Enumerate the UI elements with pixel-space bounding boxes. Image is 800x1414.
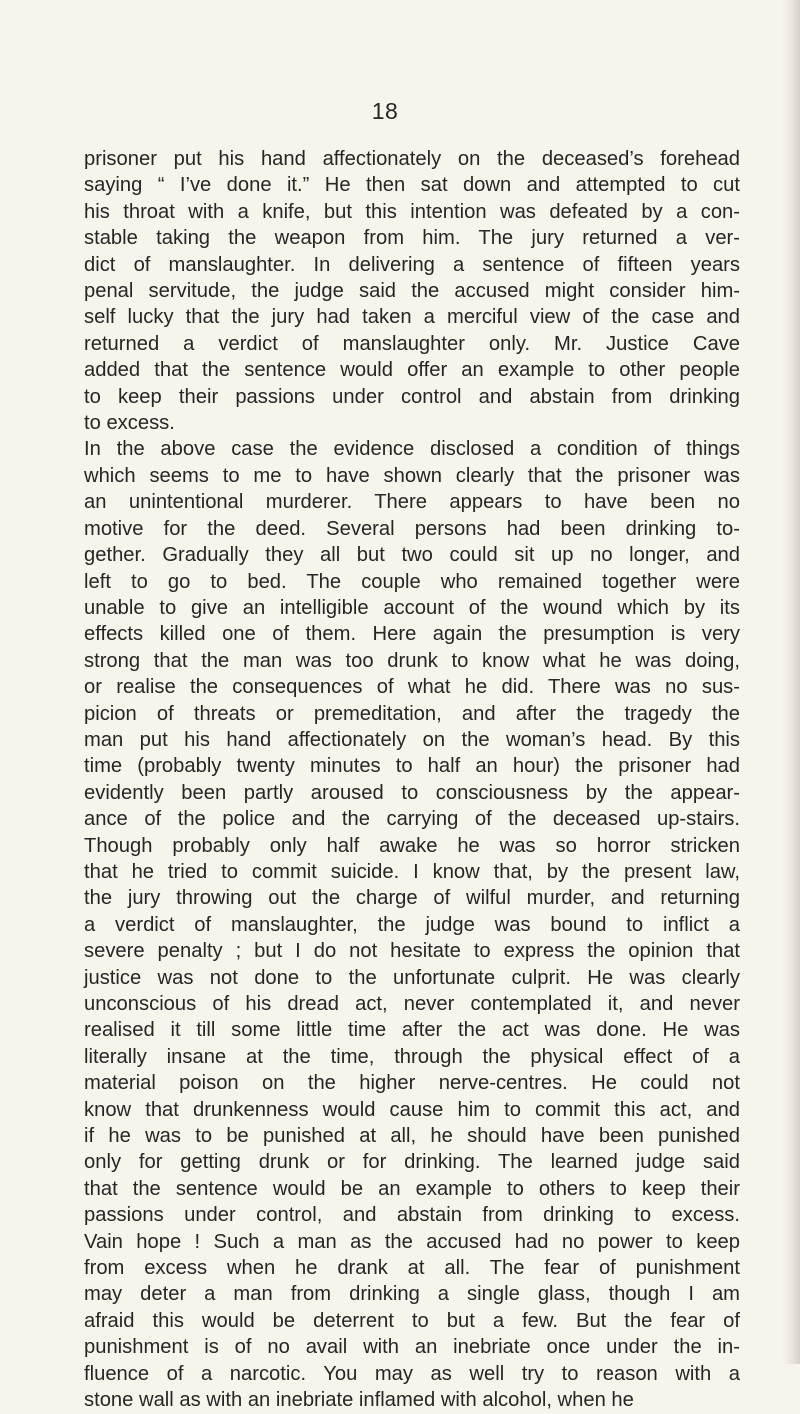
text-line: punishment is of no avail with an inebriate once under the in- — [84, 1336, 740, 1359]
text-line: stone wall as with an inebriate inflamed with alcohol, when he — [84, 1389, 634, 1412]
text-line: that the sentence would be an example to others to keep their — [84, 1177, 740, 1200]
text-line: man put his hand affectionately on the woman’s head. By this — [84, 728, 740, 751]
text-line: which seems to me to have shown clearly that the prisoner was — [84, 464, 740, 487]
text-line: to keep their passions under control and abstain from drinking — [84, 385, 740, 408]
text-line: unable to give an intelligible account of the wound which by its — [84, 596, 740, 619]
text-line: Vain hope ! Such a man as the accused had no power to keep — [84, 1230, 740, 1253]
text-line: if he was to be punished at all, he should have been punished — [84, 1125, 740, 1148]
text-line: gether. Gradually they all but two could sit up no longer, and — [84, 544, 740, 567]
text-line: saying “ I’ve done it.” He then sat down and attempted to cut — [84, 174, 740, 197]
text-line: an unintentional murderer. There appears to have been no — [84, 491, 740, 514]
text-line: justice was not done to the unfortunate culprit. He was clearly — [84, 966, 740, 989]
text-line: passions under control, and abstain from drinking to excess. — [84, 1204, 740, 1227]
text-line: or realise the consequences of what he did. There was no sus- — [84, 676, 740, 699]
page-number: 18 — [371, 98, 399, 124]
text-line: strong that the man was too drunk to know what he was doing, — [84, 649, 740, 672]
text-line: evidently been partly aroused to consciousness by the appear- — [84, 781, 740, 804]
text-line: unconscious of his dread act, never contemplated it, and never — [84, 993, 740, 1015]
text-line: a verdict of manslaughter, the judge was bound to inflict a — [84, 913, 740, 936]
text-line: returned a verdict of manslaughter only. Mr. Justice Cave — [84, 332, 740, 355]
text-line: motive for the deed. Several persons had been drinking to- — [84, 517, 740, 540]
text-line: left to go to bed. The couple who remained together were — [84, 570, 740, 593]
text-line: ance of the police and the carrying of the deceased up-stairs. — [84, 808, 740, 831]
text-line: picion of threats or premeditation, and after the tragedy the — [84, 702, 740, 725]
text-line: realised it till some little time after the act was done. He was — [84, 1019, 740, 1042]
text-line: severe penalty ; but I do not hesitate to express the opinion that — [84, 940, 740, 963]
body-text — [84, 146, 740, 1414]
text-line: know that drunkenness would cause him to commit this act, and — [84, 1098, 740, 1121]
text-line: only for getting drunk or for drinking. The learned judge said — [84, 1151, 740, 1174]
text-line: Though probably only half awake he was so horror stricken — [84, 834, 740, 857]
text-line: that he tried to commit suicide. I know that, by the present law, — [84, 860, 740, 883]
text-line: material poison on the higher nerve-centres. He could not — [84, 1072, 740, 1095]
text-line: self lucky that the jury had taken a merciful view of the case and — [84, 306, 740, 329]
text-line: added that the sentence would offer an example to other people — [84, 359, 740, 382]
text-line: In the above case the evidence disclosed a condition of things — [84, 438, 740, 461]
text-line: penal servitude, the judge said the accused might consider him- — [84, 280, 740, 303]
text-line: afraid this would be deterrent to but a few. But the fear of — [84, 1309, 740, 1332]
text-line: literally insane at the time, through the physical effect of a — [84, 1045, 740, 1068]
text-line: fluence of a narcotic. You may as well try to reason with a — [84, 1362, 740, 1385]
text-line: stable taking the weapon from him. The jury returned a ver- — [84, 227, 740, 250]
page-edge-shadow — [782, 0, 800, 1364]
text-line: his throat with a knife, but this intention was defeated by a con- — [84, 200, 740, 223]
text-line: dict of manslaughter. In delivering a sentence of fifteen years — [84, 253, 740, 276]
text-line: time (probably twenty minutes to half an hour) the prisoner had — [84, 755, 740, 778]
text-line: the jury throwing out the charge of wilful murder, and returning — [84, 887, 740, 910]
text-line: from excess when he drank at all. The fear of punishment — [84, 1257, 740, 1280]
text-line: to excess. — [84, 412, 175, 435]
text-line: may deter a man from drinking a single glass, though I am — [84, 1283, 740, 1306]
text-line: prisoner put his hand affectionately on the deceased’s forehead — [84, 148, 740, 170]
text-line: effects killed one of them. Here again the presumption is very — [84, 623, 740, 646]
